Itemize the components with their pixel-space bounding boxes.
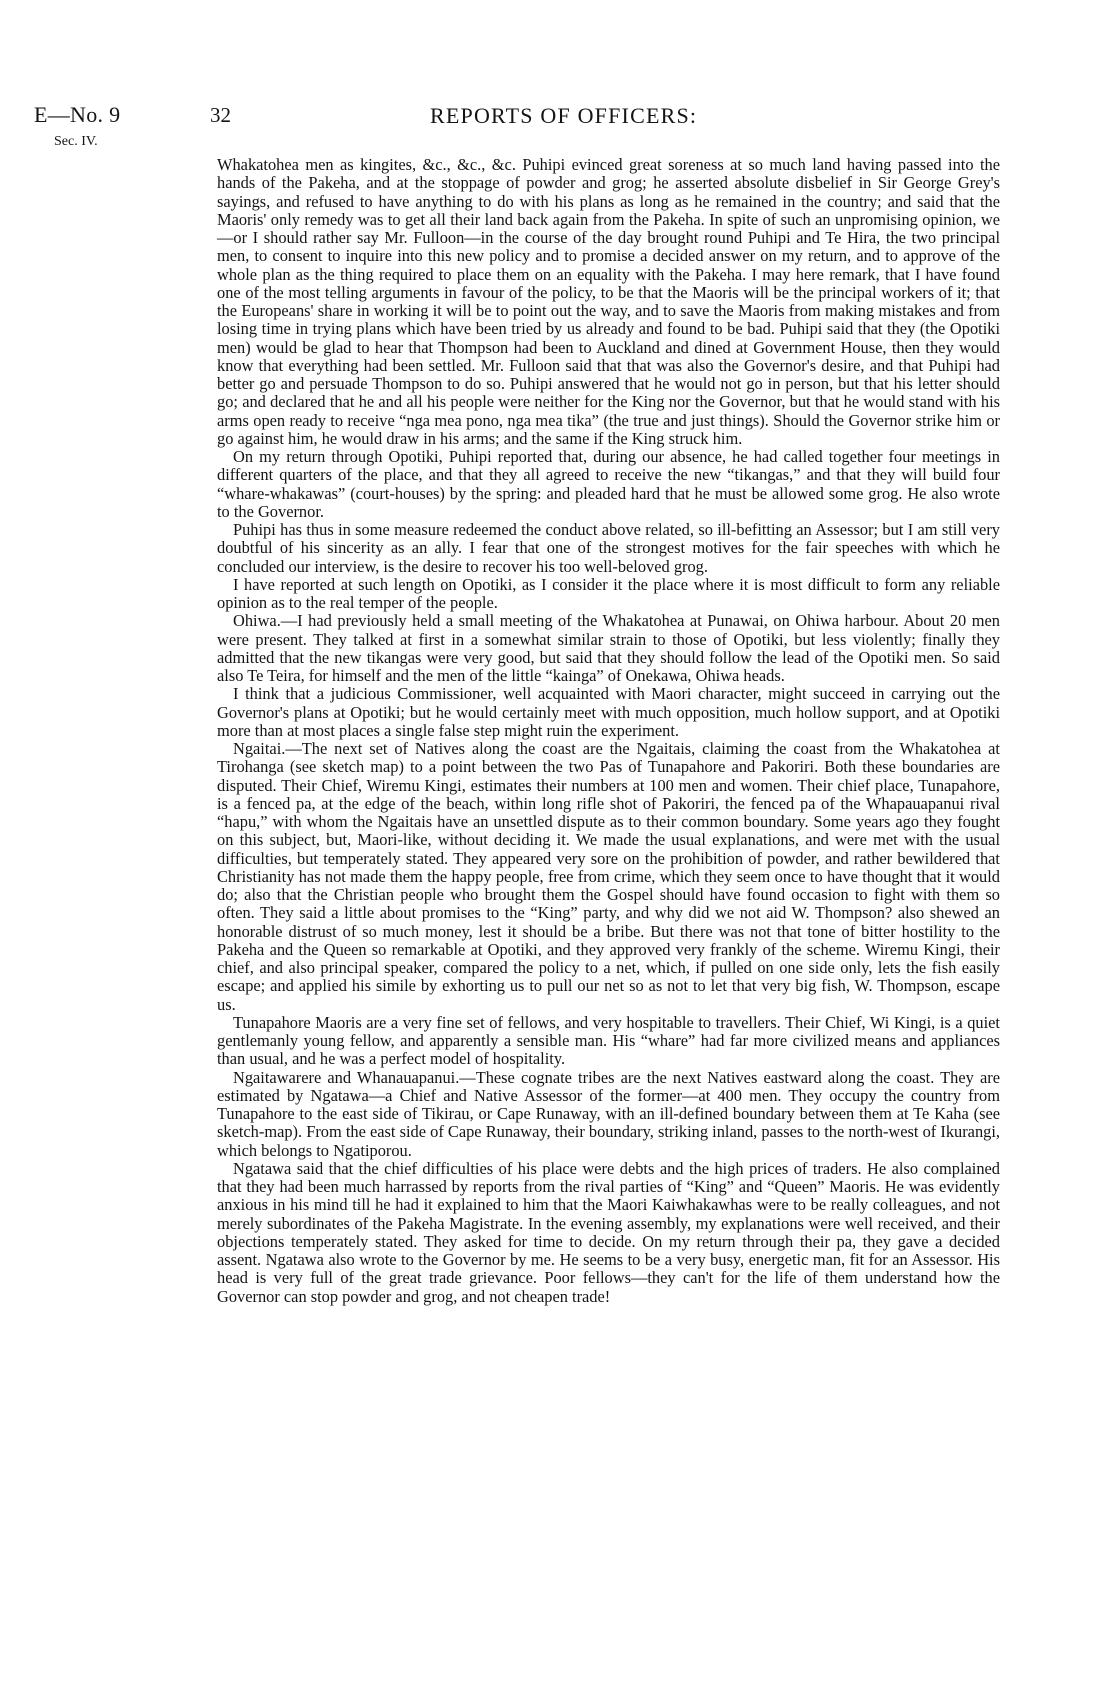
paragraph: Ohiwa.—I had previously held a small meeting of the Whakatohea at Punawai, on Ohiwa harbour. About 20 men were present. They talked at first in a somewhat similar strain to those of Opotiki, but less violently; finally they admitted that the new tikangas were very good, but said that they should follow the lead of the Opotiki men. So said also Te Teira, for himself and the men of the little “kainga” of Onekawa, Ohiwa heads. [217,611,1000,685]
paragraph: On my return through Opotiki, Puhipi reported that, during our absence, he had called together four meetings in different quarters of the place, and that they all agreed to receive the new “tikangas,” and that they will build four “whare-whakawas” (court-houses) by the spring: and pleaded hard that he must be allowed some grog. He also wrote to the Governor. [217,447,1000,521]
paragraph: Whakatohea men as kingites, &c., &c., &c. Puhipi evinced great soreness at so much land having passed into the hands of the Pakeha, and at the stoppage of powder and grog; he asserted absolute disbelief in Sir George Grey's sayings, and refused to have anything to do with his plans as long as he remained in the country; and said that the Maoris' only remedy was to get all their land back again from the Pakeha. In spite of such an unpromising opinion, we—or I should rather say Mr. Fulloon—in the course of the day brought round Puhipi and Te Hira, the two principal men, to consent to inquire into this new policy and to promise a decided answer on my return, and to approve of the whole plan as the thing required to place them on an equality with the Pakeha. I may here remark, that I have found one of the most telling arguments in favour of the policy, to be that the Maoris will be the principal workers of it; that the Europeans' share in working it will be to point out the way, and to save the Maoris from making mistakes and from losing time in trying plans which have been tried by us already and found to be bad. Puhipi said that they (the Opotiki men) would be glad to hear that Thompson had been to Auckland and dined at Government House, then they would know that everything had been settled. Mr. Fulloon said that that was also the Governor's desire, and that Puhipi had better go and persuade Thompson to do so. Puhipi answered that he would not go in person, but that his letter should go; and declared that he and all his people were neither for the King nor the Governor, but that he would stand with his arms open ready to receive “nga mea pono, nga mea tika” (the true and just things). Should the Governor strike him or go against him, he would draw in his arms; and the same if the King struck him. [217,155,1000,448]
document-reference: E—No. 9 [34,102,121,127]
paragraph: Ngaitai.—The next set of Natives along the coast are the Ngaitais, claiming the coast from the Whakatohea at Tirohanga (see sketch map) to a point between the two Pas of Tunapahore and Pakoriri. Both these boundaries are disputed. Their Chief, Wiremu Kingi, estimates their numbers at 100 men and women. Their chief place, Tunapahore, is a fenced pa, at the edge of the beach, within long rifle shot of Pakoriri, the fenced pa of the Whapauapanui rival “hapu,” with whom the Ngaitais have an unsettled dispute as to their common boundary. Some years ago they fought on this subject, but, Maori-like, without deciding it. We made the usual explanations, and were met with the usual difficulties, but temperately stated. They appeared very sore on the prohibition of powder, and rather bewildered that Christianity has not made them the happy people, free from crime, which they seem once to have thought that it would do; also that the Christian people who brought them the Gospel should have found occasion to fight with them so often. They said a little about promises to the “King” party, and why did we not aid W. Thompson? also shewed an honorable distrust of so much money, lest it should be a bribe. But there was not that tone of bitter hostility to the Pakeha and the Queen so remarkable at Opotiki, and they approved very frankly of the scheme. Wiremu Kingi, their chief, and also principal speaker, compared the policy to a net, which, if pulled on one side only, lets the fish easily escape; and applied his simile by exhorting us to pull our net so as not to let that very big fish, W. Thompson, escape us. [217,739,1000,1014]
paragraph: Ngatawa said that the chief difficulties of his place were debts and the high prices of traders. He also complained that they had been much harrassed by reports from the rival parties of “King” and “Queen” Maoris. He was evidently anxious in his mind till he had it explained to him that the Maori Kaiwhakawhas were to be really colleagues, and not merely subordinates of the Pakeha Magistrate. In the evening assembly, my explanations were well received, and their objections temperately stated. They asked for time to decide. On my return through their pa, they gave a decided assent. Ngatawa also wrote to the Governor by me. He seems to be a very busy, energetic man, fit for an Assessor. His head is very full of the great trade grievance. Poor fellows—they can't for the life of them understand how the Governor can stop powder and grog, and not cheapen trade! [217,1158,1000,1306]
paragraph: Ngaitawarere and Whanauapanui.—These cognate tribes are the next Natives eastward along the coast. They are estimated by Ngatawa—a Chief and Native Assessor of the former—at 400 men. They occupy the country from Tunapahore to the east side of Tikirau, or Cape Runaway, with an ill-defined boundary between them at Te Kaha (see sketch-map). From the east side of Cape Runaway, their boundary, striking inland, passes to the north-west of Ikurangi, which belongs to Ngatiporou. [217,1067,1000,1160]
section-label: Sec. IV. [54,134,98,149]
page-number: 32 [210,103,231,127]
report-body [217,156,1000,1306]
paragraph: Tunapahore Maoris are a very fine set of fellows, and very hospitable to travellers. Their Chief, Wi Kingi, is a quiet gentlemanly young fellow, and apparently a sensible man. His “whare” had far more civilized means and appliances than usual, and he was a perfect model of hospitality. [217,1012,1000,1069]
page-title: REPORTS OF OFFICERS: [430,103,698,128]
paragraph: I think that a judicious Commissioner, well acquainted with Maori character, might succeed in carrying out the Governor's plans at Opotiki; but he would certainly meet with much opposition, much hollow support, and at Opotiki more than at most places a single false step might ruin the experiment. [217,684,1000,740]
paragraph: Puhipi has thus in some measure redeemed the conduct above related, so ill-befitting an Assessor; but I am still very doubtful of his sincerity as an ally. I fear that one of the strongest motives for the fair speeches with which he concluded our interview, is the desire to recover his too well-beloved grog. [217,520,1000,576]
paragraph: I have reported at such length on Opotiki, as I consider it the place where it is most difficult to form any reliable opinion as to the real temper of the people. [217,574,1000,612]
